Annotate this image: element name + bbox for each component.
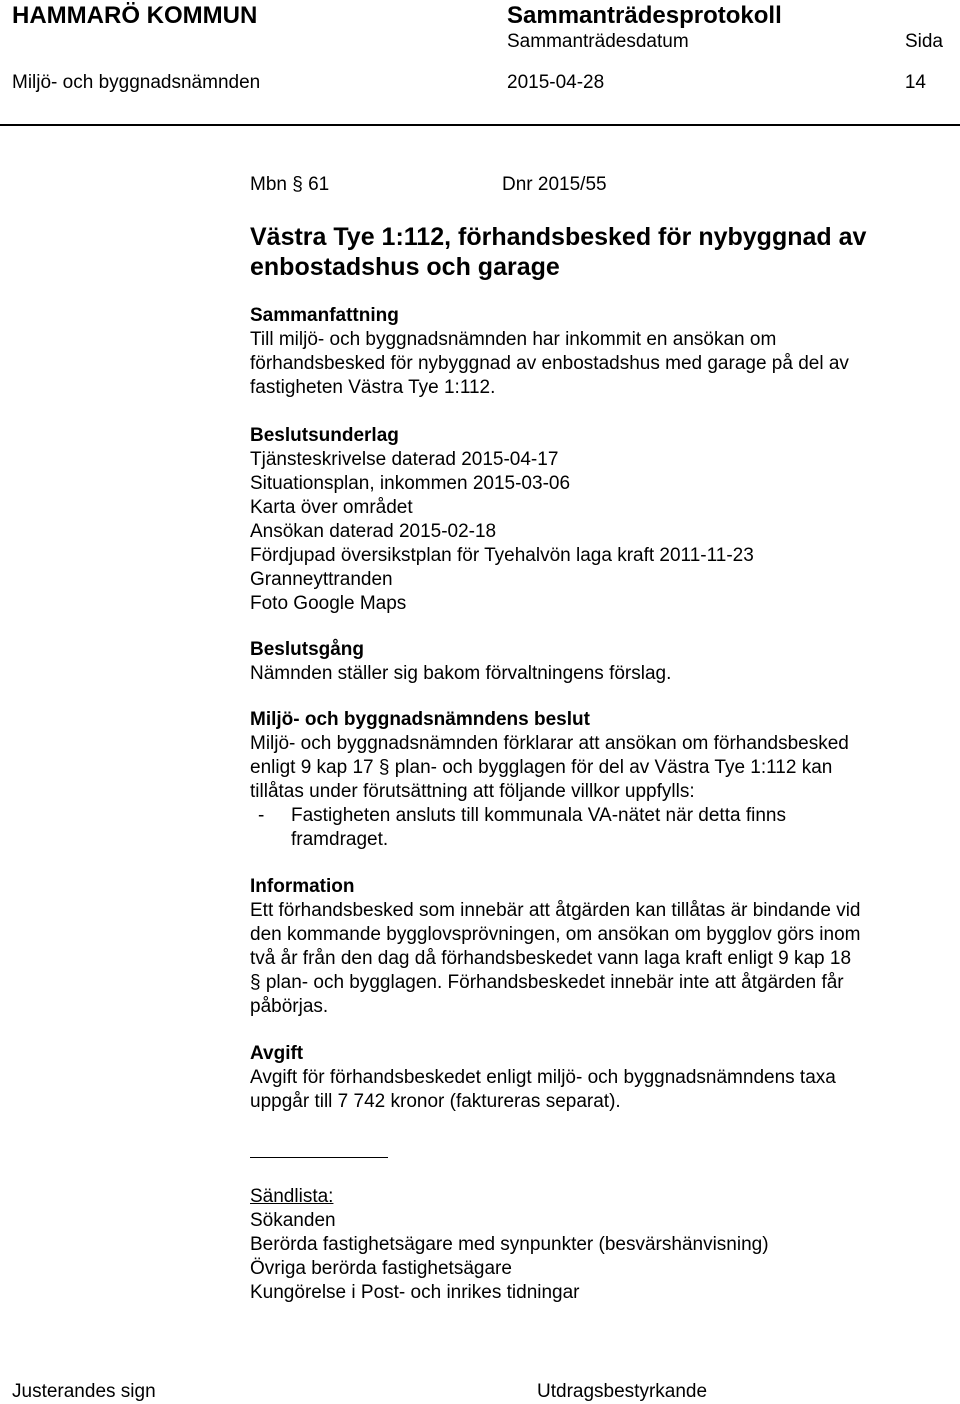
condition-line: Fastigheten ansluts till kommunala VA-nätet när detta finns xyxy=(291,805,786,826)
basis-item: Granneyttranden xyxy=(250,569,393,590)
information-line: påbörjas. xyxy=(250,996,329,1017)
distribution-item: Övriga berörda fastighetsägare xyxy=(250,1258,512,1279)
footer-signature-label: Justerandes sign xyxy=(12,1381,156,1402)
municipality-name: HAMMARÖ KOMMUN xyxy=(12,2,258,29)
case-title xyxy=(250,222,930,282)
process-heading: Beslutsgång xyxy=(250,639,365,660)
basis-section xyxy=(250,424,930,616)
fee-line: uppgår till 7 742 kronor (faktureras separat). xyxy=(250,1091,621,1112)
committee-name: Miljö- och byggnadsnämnden xyxy=(12,72,261,93)
information-line: § plan- och bygglagen. Förhandsbeskedet innebär inte att åtgärden får xyxy=(250,972,844,993)
basis-item: Fördjupad översikstplan för Tyehalvön laga kraft 2011-11-23 xyxy=(250,545,754,566)
decision-line: enligt 9 kap 17 § plan- och bygglagen för del av Västra Tye 1:112 kan xyxy=(250,757,833,778)
basis-heading: Beslutsunderlag xyxy=(250,425,399,446)
basis-item: Situationsplan, inkommen 2015-03-06 xyxy=(250,473,571,494)
distribution-heading: Sändlista: xyxy=(250,1186,334,1207)
separator-line xyxy=(250,1157,388,1158)
summary-line: fastigheten Västra Tye 1:112. xyxy=(250,377,496,398)
process-section xyxy=(250,638,930,686)
basis-item: Tjänsteskrivelse daterad 2015-04-17 xyxy=(250,449,559,470)
basis-item: Ansökan daterad 2015-02-18 xyxy=(250,521,497,542)
decision-line: Miljö- och byggnadsnämnden förklarar att ansökan om förhandsbesked xyxy=(250,733,849,754)
decision-heading: Miljö- och byggnadsnämndens beslut xyxy=(250,709,590,730)
information-line: Ett förhandsbesked som innebär att åtgärden kan tillåtas är bindande vid xyxy=(250,900,861,921)
basis-item: Foto Google Maps xyxy=(250,593,407,614)
case-dnr: Dnr 2015/55 xyxy=(502,174,607,195)
footer-certification-label: Utdragsbestyrkande xyxy=(537,1381,708,1402)
decision-section xyxy=(250,708,930,852)
information-line: den kommande bygglovsprövningen, om ansökan om bygglov görs inom xyxy=(250,924,861,945)
condition-dash: - xyxy=(258,805,265,826)
distribution-item: Sökanden xyxy=(250,1210,336,1231)
decision-condition xyxy=(250,804,930,852)
distribution-item: Berörda fastighetsägare med synpunkter (besvärshänvisning) xyxy=(250,1234,769,1255)
meeting-date-label: Sammanträdesdatum xyxy=(507,31,689,52)
fee-section xyxy=(250,1042,930,1114)
information-section xyxy=(250,875,930,1019)
basis-item: Karta över området xyxy=(250,497,413,518)
paragraph-number: Mbn § 61 xyxy=(250,174,330,195)
information-line: två år från den dag då förhandsbeskedet vann laga kraft enligt 9 kap 18 xyxy=(250,948,852,969)
case-title-line-1: Västra Tye 1:112, förhandsbesked för nybyggnad av xyxy=(250,223,867,251)
case-title-line-2: enbostadshus och garage xyxy=(250,253,560,281)
document-type: Sammanträdesprotokoll xyxy=(507,2,782,29)
distribution-item: Kungörelse i Post- och inrikes tidningar xyxy=(250,1282,580,1303)
summary-line: Till miljö- och byggnadsnämnden har inkommit en ansökan om xyxy=(250,329,777,350)
summary-line: förhandsbesked för nybyggnad av enbostadshus med garage på del av xyxy=(250,353,849,374)
page-label: Sida xyxy=(904,31,943,52)
header-divider xyxy=(0,124,960,126)
summary-section xyxy=(250,304,930,400)
fee-heading: Avgift xyxy=(250,1043,304,1064)
decision-line: tillåtas under förutsättning att följande villkor uppfylls: xyxy=(250,781,695,802)
meeting-date: 2015-04-28 xyxy=(507,72,605,93)
page-number: 14 xyxy=(904,72,926,93)
fee-line: Avgift för förhandsbeskedet enligt miljö- och byggnadsnämndens taxa xyxy=(250,1067,836,1088)
condition-line: framdraget. xyxy=(291,829,389,850)
process-text: Nämnden ställer sig bakom förvaltningens förslag. xyxy=(250,663,672,684)
information-heading: Information xyxy=(250,876,355,897)
summary-heading: Sammanfattning xyxy=(250,305,399,326)
distribution-section xyxy=(250,1185,930,1305)
condition-text xyxy=(291,804,786,852)
